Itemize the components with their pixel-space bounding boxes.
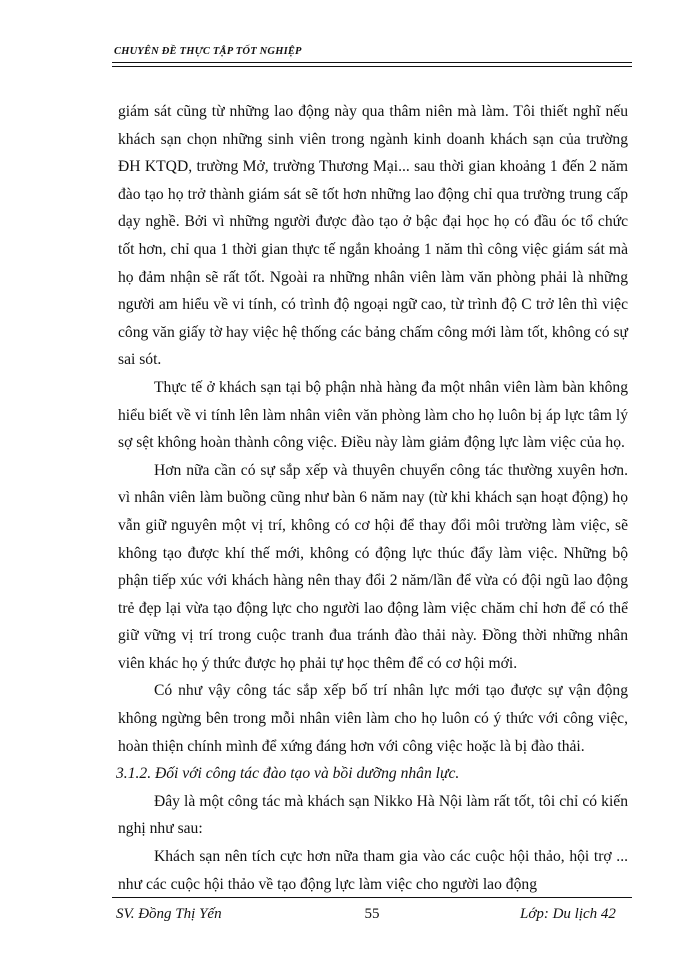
paragraph: Có như vậy công tác sắp xếp bố trí nhân lực mới tạo được sự vận động không ngừng bên trong mỗi nhân viên làm cho họ luôn có ý thức với công việc, hoàn thiện chính mình để xứng đáng hơn với công việc hoặc là bị đào thải. <box>118 682 628 755</box>
footer-author: SV. Đồng Thị Yến <box>116 906 222 922</box>
running-header-title: CHUYÊN ĐỀ THỰC TẬP TỐT NGHIỆP <box>114 46 302 57</box>
paragraph: Đây là một công tác mà khách sạn Nikko Hà Nội làm rất tốt, tôi chỉ có kiến nghị như sau: <box>118 792 628 838</box>
footer-class: Lớp: Du lịch 42 <box>520 906 616 922</box>
footer-divider <box>112 897 632 898</box>
header-divider-thin <box>112 66 632 67</box>
paragraph: Khách sạn nên tích cực hơn nữa tham gia vào các cuộc hội thảo, hội trợ ... như các cuộc hội thảo về tạo động lực làm việc cho người lao động <box>118 848 628 893</box>
section-heading: 3.1.2. Đối với công tác đào tạo và bồi dưỡng nhân lực. <box>116 765 460 783</box>
paragraph-continued: giám sát cũng từ những lao động này qua thâm niên mà làm. Tôi thiết nghĩ nếu khách sạn chọn những sinh viên trong ngành kinh doanh khách sạn của trường ĐH KTQD, trường Mở, trường Thương Mại... sau thời gian khoảng 1 đến 2 năm đào tạo họ trở thành giám sát sẽ tốt hơn những lao động chỉ qua trường trung cấp dạy nghề. Bởi vì những người được đào tạo ở bậc đại học họ có đầu óc tổ chức tốt hơn, chỉ qua 1 thời gian thực tế ngắn khoảng 1 năm thì công việc giám sát mà họ đảm nhận sẽ rất tốt. Ngoài ra những nhân viên làm văn phòng phải là những người am hiểu về vi tính, có trình độ ngoại ngữ cao, từ trình độ C trở lên thì việc công văn giấy tờ hay việc hệ thống các bảng chấm công mới làm tốt, không có sự sai sót. <box>118 103 628 369</box>
page-number: 55 <box>364 906 380 922</box>
header-divider <box>112 62 632 63</box>
paragraph: Hơn nữa cần có sự sắp xếp và thuyên chuyển công tác thường xuyên hơn. vì nhân viên làm buồng cũng như bàn 6 năm nay (từ khi khách sạn hoạt động) họ vẫn giữ nguyên một vị trí, không có cơ hội để thay đổi môi trường làm việc, sẽ không tạo được khí thế mới, không có động lực thúc đẩy làm việc. Những bộ phận tiếp xúc với khách hàng nên thay đổi 2 năm/lần để vừa có đội ngũ lao động trẻ đẹp lại vừa tạo động lực cho người lao động làm việc chăm chỉ hơn để có thể giữ vững vị trí trong cuộc tranh đua tránh đào thải này. Đồng thời những nhân viên khác họ ý thức được họ phải tự học thêm để có cơ hội mới. <box>118 461 628 672</box>
paragraph: Thực tế ở khách sạn tại bộ phận nhà hàng đa một nhân viên làm bàn không hiểu biết về vi tính lên làm nhân viên văn phòng làm cho họ luôn bị áp lực tâm lý sợ sệt không hoàn thành công việc. Điều này làm giảm động lực làm việc của họ. <box>118 378 628 452</box>
page-body <box>118 98 628 898</box>
